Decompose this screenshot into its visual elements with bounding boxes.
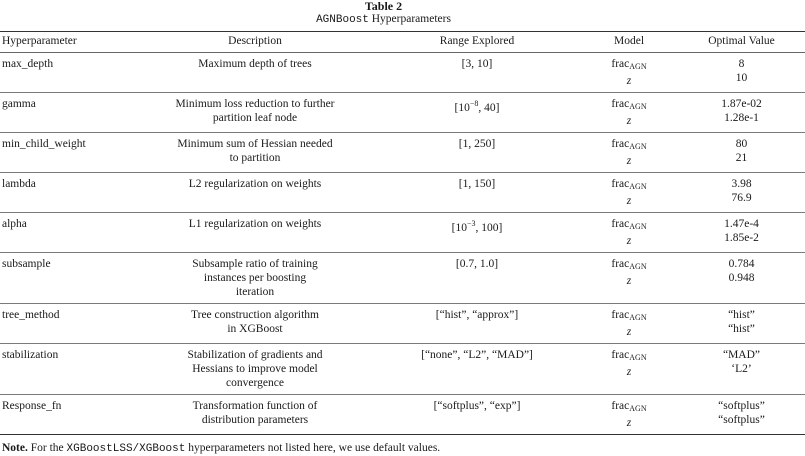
- description-line: in XGBoost: [227, 323, 283, 335]
- header-row: [0, 32, 805, 53]
- note-code: XGBoostLSS/XGBoost: [66, 443, 186, 455]
- model-cell: [580, 133, 678, 173]
- optimal-value-cell: [678, 395, 805, 435]
- optimal-value-cell: [678, 253, 805, 304]
- model-frac-sub: AGN: [629, 182, 647, 191]
- description-cell: [136, 304, 374, 344]
- description-cell: [136, 53, 374, 93]
- table-row: [0, 395, 805, 435]
- table-label: Table 2: [364, 0, 403, 13]
- table-note: [0, 442, 767, 455]
- model-frac-agn: [584, 217, 674, 234]
- optimal-value: “MAD”: [722, 349, 761, 361]
- title-code: AGNBoost: [316, 14, 369, 26]
- table-title: [0, 13, 767, 27]
- table-caption: [0, 0, 767, 27]
- hyperparameter-cell: subsample: [2, 258, 51, 270]
- optimal-value-cell: [678, 304, 805, 344]
- description-line: Subsample ratio of training: [192, 258, 318, 270]
- note-post: hyperparameters not listed here, we use default values.: [185, 442, 441, 454]
- model-cell: [580, 93, 678, 133]
- hyperparameter-cell: alpha: [2, 218, 27, 230]
- optimal-value: 1.85e-2: [724, 232, 759, 244]
- optimal-value: 1.87e-02: [721, 98, 762, 110]
- hyperparameter-cell: gamma: [2, 98, 36, 110]
- optimal-value: 1.47e-4: [724, 218, 759, 230]
- header-description: Description: [228, 35, 282, 47]
- optimal-value: 0.948: [728, 272, 755, 284]
- description-cell: [136, 395, 374, 435]
- model-z: z: [626, 155, 632, 167]
- optimal-value-cell: [678, 93, 805, 133]
- description-line: convergence: [226, 377, 284, 389]
- optimal-value: 76.9: [731, 192, 752, 204]
- title-rest: Hyperparameters: [368, 13, 451, 25]
- table-row: [0, 173, 805, 213]
- model-frac-agn: [584, 97, 674, 114]
- hyperparameter-cell: lambda: [2, 178, 36, 190]
- range-base: [10: [451, 221, 467, 234]
- model-z: z: [626, 366, 632, 378]
- range-cell: [1, 250]: [458, 138, 496, 150]
- optimal-value: “softplus”: [718, 414, 765, 426]
- model-frac-sub: AGN: [629, 222, 647, 231]
- header-model: Model: [613, 35, 645, 47]
- model-frac-base: frac: [611, 58, 630, 70]
- model-cell: [580, 213, 678, 253]
- optimal-value: ‘L2’: [731, 363, 752, 375]
- model-z: z: [626, 326, 632, 338]
- range-tail: , 40]: [478, 101, 500, 114]
- model-frac-sub: AGN: [629, 262, 647, 271]
- description-line: Hessians to improve model: [192, 363, 318, 375]
- model-frac-agn: [584, 137, 674, 154]
- table-row: [0, 53, 805, 93]
- model-cell: [580, 395, 678, 435]
- model-frac-base: frac: [611, 218, 630, 230]
- range-cell: [3, 10]: [461, 58, 493, 70]
- optimal-value: “hist”: [728, 323, 755, 335]
- description-cell: [136, 213, 374, 253]
- table-row: [0, 213, 805, 253]
- table-row: [0, 253, 805, 304]
- optimal-value-cell: [678, 213, 805, 253]
- optimal-value: 3.98: [731, 178, 752, 190]
- model-frac-sub: AGN: [629, 404, 647, 413]
- optimal-value: 10: [735, 72, 748, 84]
- header-optimal-value: Optimal Value: [708, 35, 775, 47]
- model-frac-agn: [584, 57, 674, 74]
- description-line: iteration: [235, 286, 275, 298]
- note-label: Note.: [2, 442, 28, 454]
- hyperparameter-cell: max_depth: [2, 58, 54, 70]
- table-row: [0, 304, 805, 344]
- model-frac-base: frac: [611, 98, 630, 110]
- model-frac-agn: [584, 257, 674, 274]
- model-frac-sub: AGN: [629, 353, 647, 362]
- model-frac-agn: [584, 177, 674, 194]
- header-range: Range Explored: [439, 35, 515, 47]
- description-line: Minimum sum of Hessian needed: [177, 138, 333, 150]
- description-line: Minimum loss reduction to further: [175, 98, 335, 110]
- range-exponent: −3: [466, 219, 476, 228]
- model-cell: [580, 173, 678, 213]
- model-cell: [580, 53, 678, 93]
- range-cell: [“hist”, “approx”]: [435, 309, 519, 321]
- optimal-value-cell: [678, 344, 805, 395]
- model-frac-agn: [584, 348, 674, 365]
- range-cell: [374, 213, 580, 253]
- model-frac-agn: [584, 308, 674, 325]
- description-line: partition leaf node: [212, 112, 298, 124]
- range-base: [10: [454, 101, 470, 114]
- model-frac-sub: AGN: [629, 313, 647, 322]
- model-cell: [580, 253, 678, 304]
- optimal-value-cell: [678, 53, 805, 93]
- description-cell: [136, 344, 374, 395]
- model-z: z: [626, 195, 632, 207]
- hyperparameter-cell: stabilization: [2, 349, 59, 361]
- optimal-value-cell: [678, 173, 805, 213]
- model-frac-base: frac: [611, 400, 630, 412]
- description-line: L1 regularization on weights: [188, 218, 322, 230]
- table-row: [0, 93, 805, 133]
- range-cell: [“softplus”, “exp”]: [433, 400, 521, 412]
- model-frac-sub: AGN: [629, 102, 647, 111]
- optimal-value-cell: [678, 133, 805, 173]
- optimal-value: 80: [735, 138, 748, 150]
- model-frac-agn: [584, 399, 674, 416]
- range-tail: , 100]: [475, 221, 503, 234]
- range-cell: [1, 150]: [458, 178, 496, 190]
- model-z: z: [626, 275, 632, 287]
- description-line: L2 regularization on weights: [188, 178, 322, 190]
- description-cell: [136, 253, 374, 304]
- model-cell: [580, 304, 678, 344]
- model-frac-base: frac: [611, 309, 630, 321]
- description-line: instances per boosting: [203, 272, 307, 284]
- model-frac-base: frac: [611, 138, 630, 150]
- hyperparameter-cell: Response_fn: [2, 400, 62, 412]
- model-frac-base: frac: [611, 178, 630, 190]
- range-cell: [0.7, 1.0]: [455, 258, 499, 270]
- description-cell: [136, 173, 374, 213]
- table-row: [0, 133, 805, 173]
- description-cell: [136, 93, 374, 133]
- model-z: z: [626, 417, 632, 429]
- model-z: z: [626, 235, 632, 247]
- description-cell: [136, 133, 374, 173]
- header-hyperparameter: Hyperparameter: [2, 35, 77, 47]
- description-line: Stabilization of gradients and: [187, 349, 323, 361]
- optimal-value: 1.28e-1: [724, 112, 759, 124]
- description-line: Tree construction algorithm: [191, 309, 319, 321]
- model-frac-sub: AGN: [629, 62, 647, 71]
- model-frac-base: frac: [611, 258, 630, 270]
- table-body: [0, 53, 805, 435]
- model-z: z: [626, 75, 632, 87]
- model-cell: [580, 344, 678, 395]
- optimal-value: “softplus”: [718, 400, 765, 412]
- range-cell: [374, 93, 580, 133]
- description-line: distribution parameters: [201, 414, 309, 426]
- table-row: [0, 344, 805, 395]
- hyperparameter-cell: min_child_weight: [2, 138, 86, 150]
- description-line: Transformation function of: [192, 400, 318, 412]
- model-frac-sub: AGN: [629, 142, 647, 151]
- optimal-value: 8: [738, 58, 745, 70]
- model-z: z: [626, 115, 632, 127]
- hyperparameter-table: [0, 31, 805, 435]
- model-frac-base: frac: [611, 349, 630, 361]
- hyperparameter-cell: tree_method: [2, 309, 60, 321]
- optimal-value: 0.784: [728, 258, 755, 270]
- description-line: to partition: [229, 152, 281, 164]
- optimal-value: “hist”: [728, 309, 755, 321]
- description-line: Maximum depth of trees: [198, 58, 312, 70]
- note-pre: For the: [27, 442, 67, 454]
- optimal-value: 21: [735, 152, 748, 164]
- range-exponent: −8: [469, 99, 479, 108]
- range-cell: [“none”, “L2”, “MAD”]: [421, 349, 533, 361]
